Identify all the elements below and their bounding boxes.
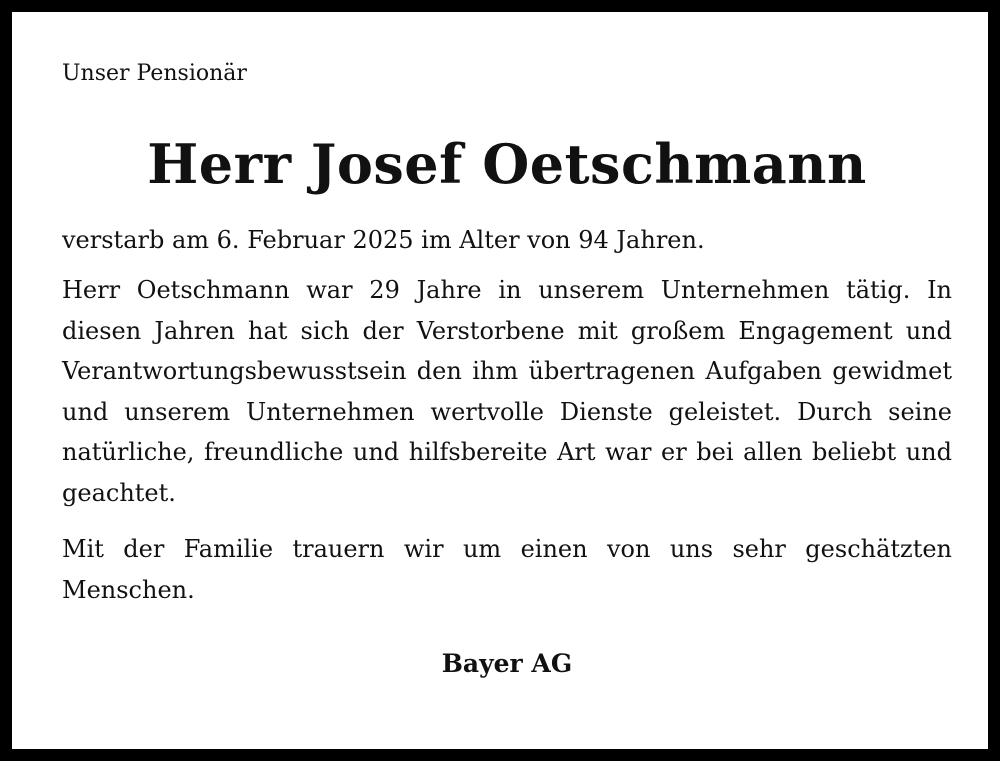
mourning-paragraph: Mit der Familie trauern wir um einen von uns sehr geschätzten Menschen.	[62, 535, 952, 604]
death-date-line: verstarb am 6. Februar 2025 im Alter von 94 Jahren.	[62, 226, 705, 254]
company-signature: Bayer AG	[441, 649, 573, 678]
tribute-paragraph: Herr Oetschmann war 29 Jahre in unserem Unternehmen tätig. In diesen Jahren hat sich der Verstorbene mit großem Engagement und Verantwortungsbewusstsein den ihm übertragenen Aufgaben gewidmet und unserem Unternehmen wertvolle Dienste geleistet. Durch seine natürliche, freundliche und hilfsbereite Art war er bei allen beliebt und geachtet.	[62, 276, 952, 507]
deceased-name-heading: Herr Josef Oetschmann	[147, 132, 867, 196]
obituary-content	[62, 60, 952, 680]
intro-text: Unser Pensionär	[62, 61, 247, 86]
